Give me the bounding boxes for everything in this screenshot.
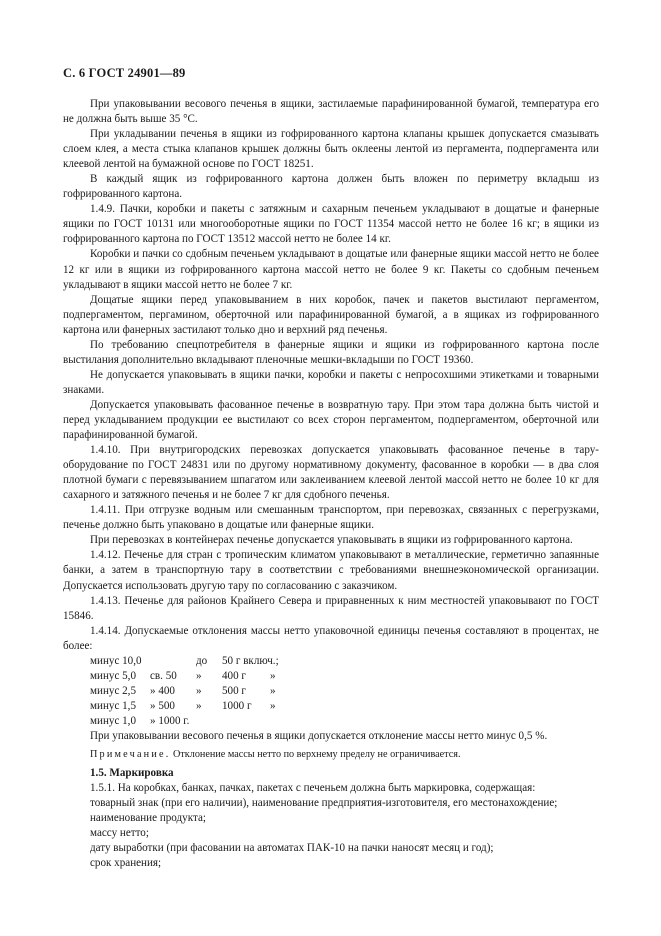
- tolerance-value: минус 1,5: [90, 699, 137, 712]
- tolerance-row: [63, 654, 599, 669]
- tolerance-cell: [298, 654, 338, 669]
- note-text: Отклонение массы нетто по верхнему пределу не ограничивается.: [170, 749, 461, 761]
- tolerance-cell: [298, 669, 338, 684]
- tolerance-cell: 1000 г: [222, 699, 252, 712]
- paragraph: Допускается упаковывать фасованное печенье в возвратную тару. При этом тара должна быть чистой и перед укладыванием продукции ее выстилают со всех сторон пергаментом, подпергаментом, оберточной или парафинированной бумагой.: [63, 398, 599, 442]
- tolerance-cell: [298, 714, 338, 729]
- paragraph-1-4-9: 1.4.9. Пачки, коробки и пакеты с затяжным и сахарным печеньем укладывают в дощатые и фанерные ящики по ГОСТ 10131 или многооборотные ящики по ГОСТ 11354 массой нетто не более 16 кг; в ящики из гофрированного картона по ГОСТ 13512 массой нетто не более 14 кг.: [63, 203, 599, 246]
- tolerance-cell: »: [196, 669, 202, 682]
- paragraph-1-4-10: 1.4.10. При внутригородских перевозках допускается упаковывать фасованное печенье в тару-оборудование по ГОСТ 24831 или по другому нормативному документу, фасованное в коробки — в два слоя плотной бумаги с перевязыванием шпагатом или заклеиванием клеевой лентой массой нетто не более 10 кг для сахарного и затяжного печенья и не более 7 кг для сдобного печенья.: [63, 444, 599, 502]
- tolerance-cell: » 400: [150, 684, 175, 697]
- paragraph-1-4-11: 1.4.11. При отгрузке водным или смешанным транспортом, при перевозках, связанных с перегрузками, печенье должно быть упаковано в дощатые или фанерные ящики.: [63, 504, 599, 532]
- page-header: С. 6 ГОСТ 24901—89: [63, 66, 186, 80]
- paragraph: При упаковывании весового печенья в ящики допускается отклонение массы нетто минус 0,5 %.: [90, 729, 548, 742]
- tolerance-cell: » 1000 г.: [150, 714, 190, 727]
- tolerance-cell: [222, 714, 270, 729]
- note: [63, 748, 599, 762]
- tolerance-value: минус 5,0: [90, 669, 137, 682]
- tolerance-cell: »: [270, 669, 276, 682]
- tolerance-row: [63, 669, 599, 684]
- tolerance-value: минус 10,0: [90, 654, 142, 667]
- paragraph: При перевозках в контейнерах печенье допускается упаковывать в ящики из гофрированного картона.: [90, 534, 573, 547]
- tolerance-cell: » 500: [150, 699, 175, 712]
- list-item: наименование продукта;: [90, 812, 206, 825]
- paragraph: При укладывании печенья в ящики из гофрированного картона клапаны крышек допускается смазывать слоем клея, а места стыка клапанов крышек должны быть оклеены лентой из пергамента, подпергамента или клеевой лентой на бумажной основе по ГОСТ 18251.: [63, 128, 599, 171]
- list-item: срок хранения;: [90, 857, 162, 870]
- document-body: [63, 97, 599, 871]
- tolerance-cell: »: [270, 684, 276, 697]
- tolerance-cell: »: [196, 684, 202, 697]
- tolerance-cell: [298, 699, 338, 714]
- paragraph: При упаковывании весового печенья в ящики, застилаемые парафинированной бумагой, температура его не должна быть выше 35 °С.: [63, 98, 599, 126]
- tolerance-cell: [196, 714, 222, 729]
- list-item: массу нетто;: [90, 827, 149, 840]
- section-title: 1.5. Маркировка: [90, 767, 174, 780]
- paragraph-1-4-14: 1.4.14. Допускаемые отклонения массы нетто упаковочной единицы печенья составляют в процентах, не более:: [63, 624, 599, 652]
- tolerance-cell: 400 г: [222, 669, 246, 682]
- tolerance-cell: до: [196, 654, 208, 667]
- paragraph-1-4-13: 1.4.13. Печенье для районов Крайнего Севера и приравненных к ним местностей упаковывают по ГОСТ 15846.: [63, 594, 599, 622]
- list-item: товарный знак (при его наличии), наименование предприятия-изготовителя, его местонахождение;: [90, 797, 558, 810]
- paragraph: По требованию спецпотребителя в фанерные ящики и ящики из гофрированного картона после выстилания дополнительно вкладывают пленочные мешки-вкладыши по ГОСТ 19360.: [63, 338, 599, 366]
- tolerance-value: минус 1,0: [90, 714, 137, 727]
- tolerance-row: [63, 684, 599, 699]
- paragraph: Не допускается упаковывать в ящики пачки, коробки и пакеты с непросохшими этикетками и товарными знаками.: [63, 368, 599, 396]
- tolerance-cell: [298, 684, 338, 699]
- tolerance-value: минус 2,5: [90, 684, 137, 697]
- paragraph: Коробки и пачки со сдобным печеньем укладывают в дощатые или фанерные ящики массой нетто не более 12 кг или в ящики из гофрированного картона массой нетто не более 9 кг. Пакеты со сдобным печеньем укладывают в ящики массой нетто не более 7 кг.: [63, 248, 599, 291]
- tolerance-cell: »: [270, 699, 276, 712]
- tolerance-cell: 50 г включ.;: [222, 654, 279, 667]
- paragraph: Дощатые ящики перед упаковыванием в них коробок, пачек и пакетов выстилают пергаментом, подпергаментом, пергамином, оберточной или парафинированной бумагой, а в ящиках из гофрированного картона или фанерных застилают только дно и верхний ряд печенья.: [63, 293, 599, 336]
- tolerance-cell: [270, 714, 298, 729]
- tolerance-cell: [270, 654, 298, 669]
- tolerance-row: [63, 699, 599, 714]
- paragraph-1-5-1: 1.5.1. На коробках, банках, пачках, пакетах с печеньем должна быть маркировка, содержащая:: [90, 782, 536, 795]
- tolerance-row: [63, 714, 599, 729]
- tolerance-cell: св. 50: [150, 669, 177, 682]
- paragraph: В каждый ящик из гофрированного картона должен быть вложен по периметру вкладыш из гофрированного картона.: [63, 173, 599, 201]
- tolerance-cell: »: [196, 699, 202, 712]
- paragraph-1-4-12: 1.4.12. Печенье для стран с тропическим климатом упаковывают в металлические, герметично запаянные банки, а затем в транспортную тару в соответствии с требованиями внешнеэкономической организации. Допускается использовать другую тару по согласованию с заказчиком.: [63, 549, 599, 592]
- list-item: дату выработки (при фасовании на автоматах ПАК-10 на пачки наносят месяц и год);: [90, 842, 494, 855]
- tolerance-table: [63, 654, 599, 729]
- tolerance-cell: 500 г: [222, 684, 246, 697]
- tolerance-cell: [150, 654, 196, 669]
- note-label: Примечание.: [90, 749, 171, 761]
